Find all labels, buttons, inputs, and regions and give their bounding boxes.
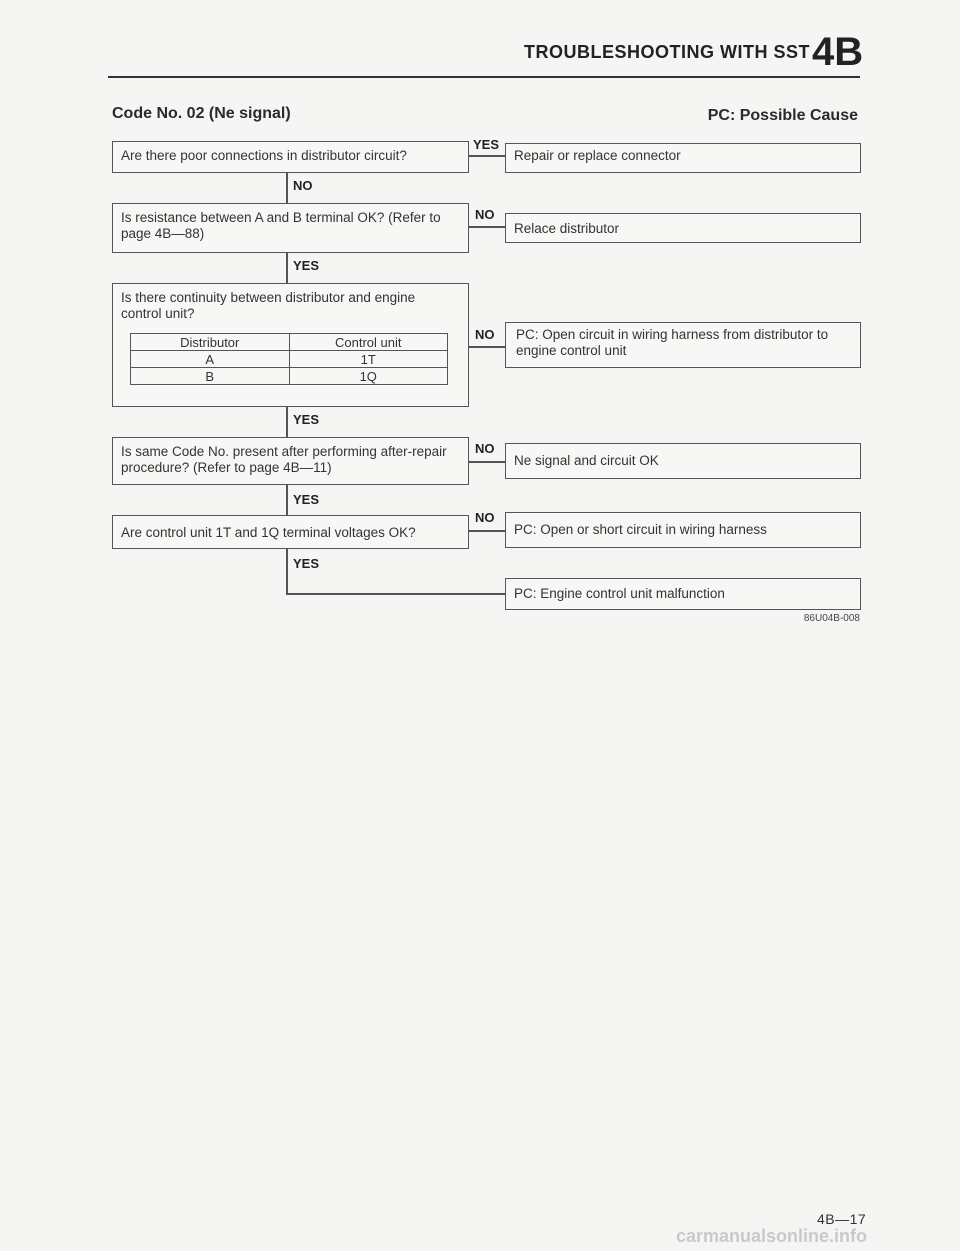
- code-title: Code No. 02 (Ne signal): [112, 105, 291, 122]
- next-label-4: YES: [293, 492, 320, 507]
- branch-label-1: YES: [473, 137, 500, 152]
- table-cell: B: [131, 368, 290, 385]
- pc-legend: PC: Possible Cause: [707, 107, 858, 124]
- table-cell: A: [131, 351, 290, 368]
- table-cell: 1T: [289, 351, 448, 368]
- branch-label-3: NO: [475, 327, 495, 342]
- watermark: carmanualsonline.info: [676, 1226, 868, 1246]
- figure-id: 86U04B-008: [803, 613, 860, 624]
- flow-connector-1: [286, 173, 288, 203]
- page-number: 4B—17: [817, 1211, 867, 1227]
- flow-connector-2: [286, 253, 288, 283]
- result-box-3: PC: Open circuit in wiring harness from distributor to engine control unit: [505, 322, 861, 368]
- branch-label-5: NO: [475, 510, 495, 525]
- result-box-1: Repair or replace connector: [505, 143, 861, 173]
- header-rule: [108, 76, 860, 78]
- final-connector: [286, 593, 505, 595]
- table-header-row: [131, 334, 448, 351]
- question-box-1: Are there poor connections in distributor circuit?: [112, 141, 469, 173]
- running-header-section: 4B: [812, 30, 864, 74]
- final-result-box: PC: Engine control unit malfunction: [505, 578, 861, 610]
- result-box-5: PC: Open or short circuit in wiring harness: [505, 512, 861, 548]
- result-box-4: Ne signal and circuit OK: [505, 443, 861, 479]
- flow-connector-5: [286, 549, 288, 593]
- branch-connector-2: [469, 226, 505, 228]
- flow-connector-3: [286, 407, 288, 437]
- running-header-title: TROUBLESHOOTING WITH SST: [524, 42, 810, 62]
- question-box-5: Are control unit 1T and 1Q terminal voltages OK?: [112, 515, 469, 549]
- branch-label-2: NO: [475, 207, 495, 222]
- table-cell: 1Q: [289, 368, 448, 385]
- branch-connector-1: [469, 155, 505, 157]
- table-row: [131, 368, 448, 385]
- branch-connector-5: [469, 530, 505, 532]
- branch-connector-4: [469, 461, 505, 463]
- branch-connector-3: [469, 346, 505, 348]
- next-label-3: YES: [293, 412, 320, 427]
- question-box-4: Is same Code No. present after performing after-repair procedure? (Refer to page 4B—11): [112, 437, 469, 485]
- question-text-3: Is there continuity between distributor and engine control unit?: [121, 290, 416, 321]
- table-header-cell: Distributor: [131, 334, 290, 351]
- table-header-cell: Control unit: [289, 334, 448, 351]
- next-label-1: NO: [293, 178, 313, 193]
- next-label-2: YES: [293, 258, 320, 273]
- next-label-5: YES: [293, 556, 320, 571]
- branch-label-4: NO: [475, 441, 495, 456]
- flow-connector-4: [286, 485, 288, 515]
- question-box-2: Is resistance between A and B terminal OK? (Refer to page 4B—88): [112, 203, 469, 253]
- continuity-table: [130, 333, 448, 385]
- result-box-2: Relace distributor: [505, 213, 861, 243]
- table-row: [131, 351, 448, 368]
- question-box-3: [112, 283, 469, 407]
